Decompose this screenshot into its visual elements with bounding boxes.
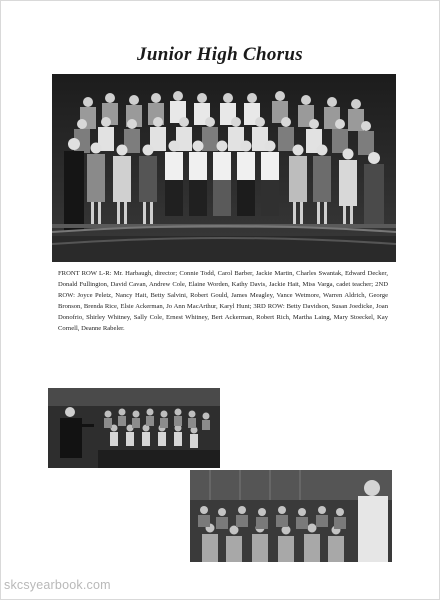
- rehearsal-photo: [48, 388, 220, 468]
- audience-photo: [190, 470, 392, 562]
- photo-caption: FRONT ROW L-R: Mr. Harbaugh, director; Connie Todd, Carol Barber, Jackie Martin, Charles Swantak, Edward Decker, Donald Fullington, David Cavan, Andrew Cole, Elaine Worden, Kathy Davis, Jackie Hait, Miss Varga, cadet teacher; 2ND ROW: Joyce Peletz, Nancy Hait, Betty Salvini, Robert Gould, James Meagley, Vance Wetmore, Warren Aldrich, George Bronson, Brenda Rice, Elsie Ackerman, Jo Ann MacArthur, Karyl Hunt; 3RD ROW: Betty Davidson, Susan Joedicke, Joan Donofrio, Shirley Whitney, Sally Cole, Ernest Whitney, Bert Ackerman, Robert Rich, Martha Laing, Mary Stoeckel, Kay Cornell, Deanne Rabeler.: [58, 270, 388, 332]
- group-photo: [52, 74, 396, 262]
- site-watermark: skcsyearbook.com: [4, 578, 111, 592]
- page-title: Junior High Chorus: [137, 44, 303, 65]
